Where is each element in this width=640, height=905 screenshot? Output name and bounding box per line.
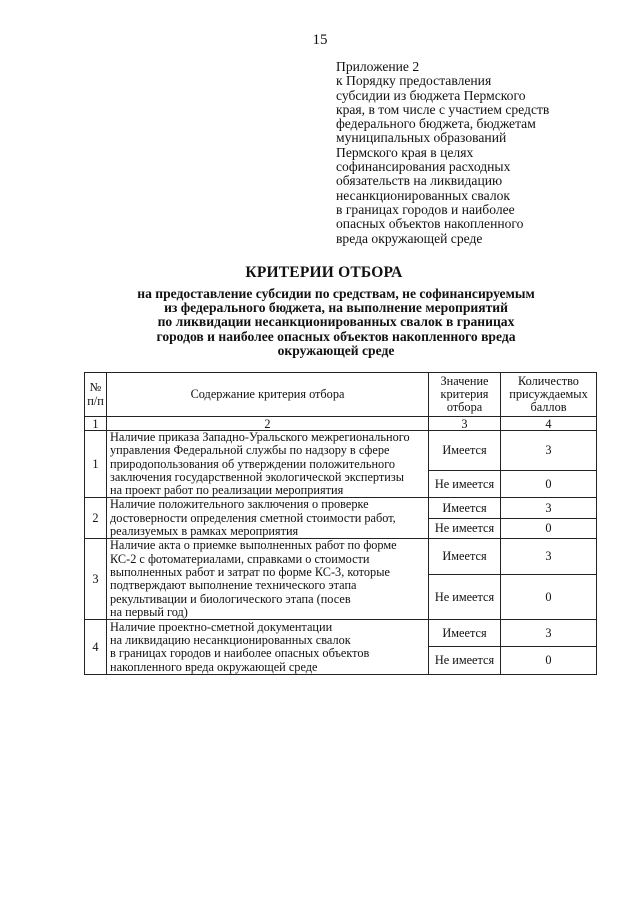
criterion-text: Наличие акта о приемке выполненных работ по форме КС-2 с фотоматериалами, справками о стоимости выполненных работ и затрат по форме КС-3, которые подтверждают выполнение технического этапа рекультивации и биологического этапа (посев на первый год) bbox=[107, 539, 429, 620]
value-yes: Имеется bbox=[429, 539, 501, 575]
appendix-note bbox=[336, 60, 606, 246]
criteria-table bbox=[84, 372, 597, 675]
value-no: Не имеется bbox=[429, 575, 501, 620]
row-number: 1 bbox=[85, 431, 107, 498]
header-num: № п/п bbox=[85, 373, 107, 417]
appendix-line: в границах городов и наиболее bbox=[336, 201, 515, 217]
points-no: 0 bbox=[501, 518, 597, 538]
points-yes: 3 bbox=[501, 498, 597, 518]
subtitle-line: окружающей среде bbox=[277, 342, 395, 358]
criterion-text: Наличие приказа Западно-Уральского межрегионального управления Федеральной службы по надзору в сфере природопользования об утверждении положительного заключения государственной экологической экспертизы на проект работ по реализации мероприятия bbox=[107, 431, 429, 498]
column-index-row bbox=[85, 417, 597, 431]
header-points: Количество присуждаемых баллов bbox=[501, 373, 597, 417]
points-yes: 3 bbox=[501, 620, 597, 647]
document-subtitle bbox=[0, 287, 640, 358]
subtitle-line: по ликвидации несанкционированных свалок в границах bbox=[157, 314, 515, 330]
points-no: 0 bbox=[501, 575, 597, 620]
appendix-line: софинансирования расходных bbox=[336, 159, 511, 175]
subtitle-line: на предоставление субсидии по средствам, не софинансируемым bbox=[137, 286, 535, 301]
value-no: Не имеется bbox=[429, 647, 501, 675]
document-title: КРИТЕРИИ ОТБОРА bbox=[245, 264, 403, 281]
index-cell: 1 bbox=[85, 417, 107, 431]
table-header-row bbox=[85, 373, 597, 417]
header-content: Содержание критерия отбора bbox=[107, 373, 429, 417]
row-number: 2 bbox=[85, 498, 107, 539]
appendix-line: края, в том числе с участием средств bbox=[336, 101, 550, 117]
appendix-line: несанкционированных свалок bbox=[336, 187, 511, 203]
value-no: Не имеется bbox=[429, 518, 501, 538]
appendix-line: опасных объектов накопленного bbox=[336, 216, 524, 232]
header-value: Значение критерия отбора bbox=[429, 373, 501, 417]
index-cell: 3 bbox=[429, 417, 501, 431]
points-yes: 3 bbox=[501, 431, 597, 471]
value-yes: Имеется bbox=[429, 620, 501, 647]
index-cell: 4 bbox=[501, 417, 597, 431]
table-row bbox=[85, 620, 597, 647]
points-no: 0 bbox=[501, 471, 597, 498]
subtitle-line: городов и наиболее опасных объектов накопленного вреда bbox=[156, 328, 516, 344]
table-row bbox=[85, 498, 597, 518]
appendix-line: Пермского края в целях bbox=[336, 144, 474, 160]
value-yes: Имеется bbox=[429, 431, 501, 471]
appendix-line: субсидии из бюджета Пермского bbox=[336, 87, 526, 103]
row-number: 3 bbox=[85, 539, 107, 620]
appendix-line: Приложение 2 bbox=[336, 59, 420, 74]
row-number: 4 bbox=[85, 620, 107, 675]
page-number: 15 bbox=[312, 32, 328, 48]
appendix-line: федерального бюджета, бюджетам bbox=[336, 116, 536, 132]
appendix-line: обязательств на ликвидацию bbox=[336, 173, 503, 189]
points-yes: 3 bbox=[501, 539, 597, 575]
appendix-line: вреда окружающей среде bbox=[336, 230, 483, 246]
value-no: Не имеется bbox=[429, 471, 501, 498]
subtitle-line: из федерального бюджета, на выполнение мероприятий bbox=[164, 300, 508, 316]
criterion-text: Наличие положительного заключения о проверке достоверности определения сметной стоимости работ, реализуемых в рамках мероприятия bbox=[107, 498, 429, 539]
index-cell: 2 bbox=[107, 417, 429, 431]
appendix-line: муниципальных образований bbox=[336, 130, 507, 146]
criterion-text: Наличие проектно-сметной документации на ликвидацию несанкционированных свалок в границах городов и наиболее опасных объектов накопленного вреда окружающей среде bbox=[107, 620, 429, 675]
table-row bbox=[85, 431, 597, 471]
value-yes: Имеется bbox=[429, 498, 501, 518]
points-no: 0 bbox=[501, 647, 597, 675]
appendix-line: к Порядку предоставления bbox=[336, 73, 492, 89]
table-row bbox=[85, 539, 597, 575]
